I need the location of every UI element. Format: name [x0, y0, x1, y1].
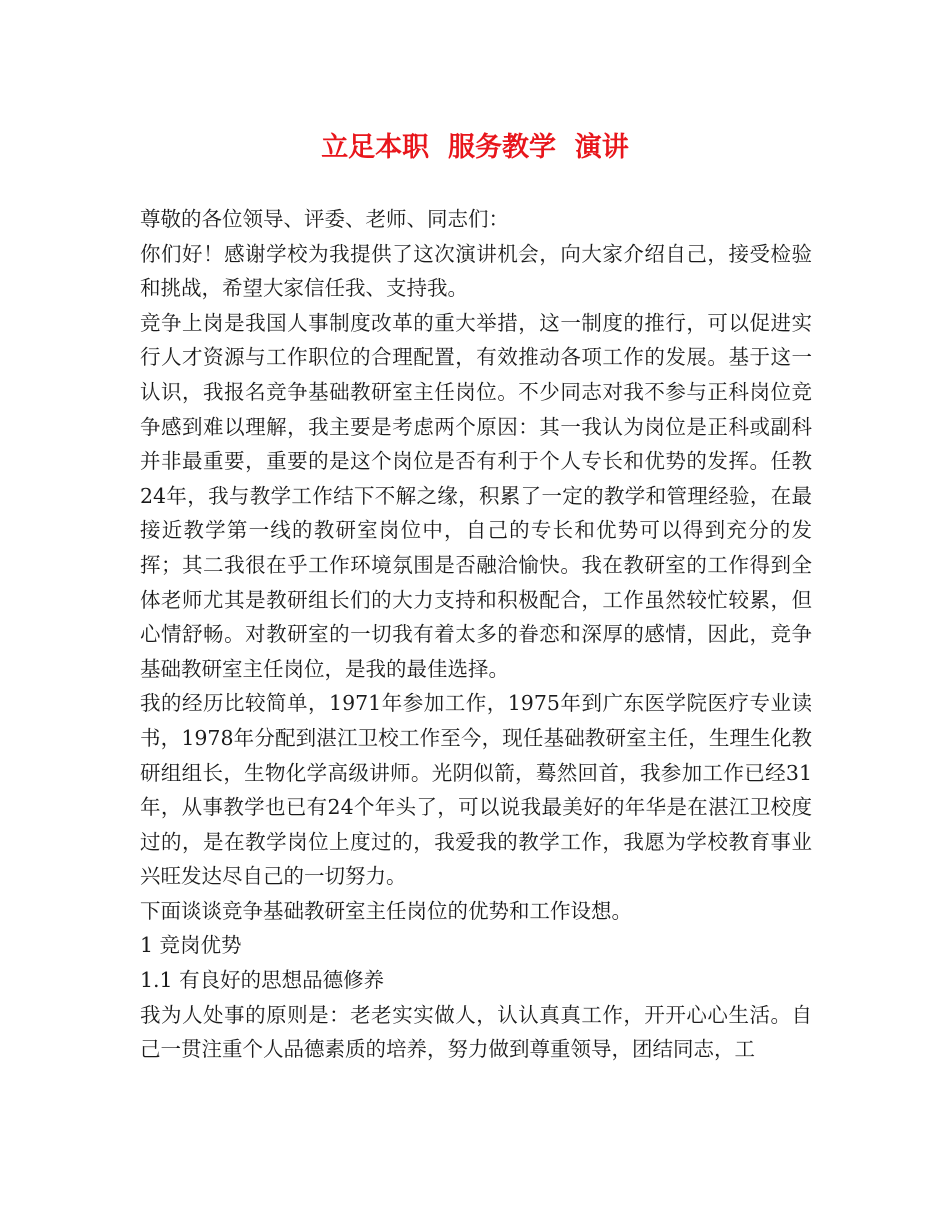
document-body: [140, 202, 812, 1067]
subsection-heading: 1.1 有良好的思想品德修养: [140, 968, 385, 993]
document-title: 立足本职 服务教学 演讲: [321, 132, 629, 163]
body-paragraph: 我为人处事的原则是：老老实实做人，认认真真工作，开开心心生活。自己一贯注重个人品德素质的培养，努力做到尊重领导，团结同志，工: [140, 1002, 812, 1062]
body-paragraph: 竞争上岗是我国人事制度改革的重大举措，这一制度的推行，可以促进实行人才资源与工作职位的合理配置，有效推动各项工作的发展。基于这一认识，我报名竞争基础教研室主任岗位。不少同志对我不参与正科岗位竞争感到难以理解，我主要是考虑两个原因：其一我认为岗位是正科或副科并非最重要，重要的是这个岗位是否有利于个人专长和优势的发挥。任教24年，我与教学工作结下不解之缘，积累了一定的教学和管理经验，在最接近教学第一线的教研室岗位中，自己的专长和优势可以得到充分的发挥；其二我很在乎工作环境氛围是否融洽愉快。我在教研室的工作得到全体老师尤其是教研组长们的大力支持和积极配合，工作虽然较忙较累，但心情舒畅。对教研室的一切我有着太多的眷恋和深厚的感情，因此，竞争基础教研室主任岗位，是我的最佳选择。: [140, 310, 812, 681]
section-heading: 1 竞岗优势: [140, 933, 242, 958]
greeting-paragraph: 你们好！感谢学校为我提供了这次演讲机会，向大家介绍自己，接受检验和挑战，希望大家信任我、支持我。: [140, 241, 812, 301]
body-paragraph: 我的经历比较简单，1971年参加工作，1975年到广东医学院医疗专业读书，1978年分配到湛江卫校工作至今，现任基础教研室主任，生理生化教研组组长，生物化学高级讲师。光阴似箭，蓦然回首，我参加工作已经31年，从事教学也已有24个年头了，可以说我最美好的年华是在湛江卫校度过的，是在教学岗位上度过的，我爱我的教学工作，我愿为学校教育事业兴旺发达尽自己的一切努力。: [140, 691, 812, 889]
body-paragraph: 下面谈谈竞争基础教研室主任岗位的优势和工作设想。: [140, 898, 632, 923]
salutation-paragraph: 尊敬的各位领导、评委、老师、同志们：: [140, 207, 509, 231]
